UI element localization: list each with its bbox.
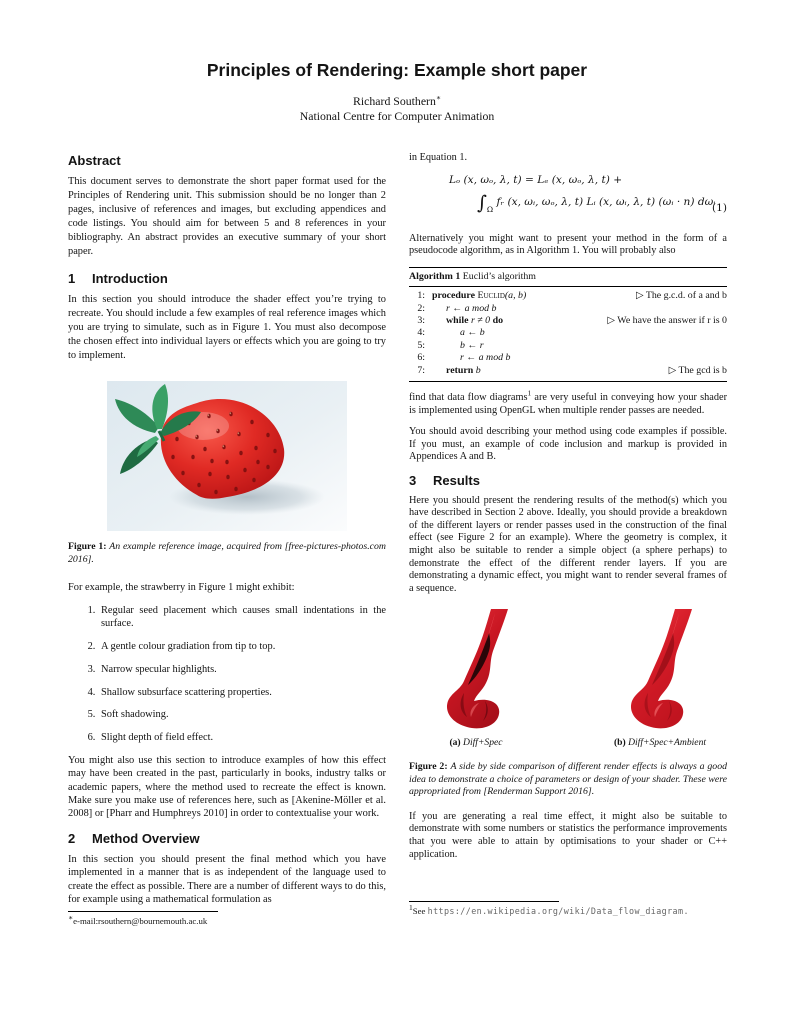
section-number: 3 (409, 473, 417, 488)
footnote-dataflow (409, 901, 727, 918)
abstract-heading-label: Abstract (68, 153, 121, 168)
figure-2-caption (409, 761, 727, 799)
results-paragraph: Here you should present the rendering results of the method(s) which you have described in Section 2 above. Ideally, you should provide a breakdown of the different layers or render passes used in the construction of the final effect (see Figure 2 for an example). Where the geometry is complex, it might also be suitable to render a simple object (a sphere perhaps) to demonstrate the effect of the different render layers. If you are demonstrating a dynamic effect, you might want to render several frames of a sequence. (409, 494, 727, 594)
introduction-paragraph: In this section you should introduce the shader effect you’re trying to recreate. You should include a few examples of real reference images which you are trying to simulate, such as in Figure 1. You must also decompose the chosen effect into individual layers or effects which you are going to try to implement. (68, 294, 386, 361)
right-column (409, 152, 727, 861)
footnote-email (68, 911, 386, 928)
list-item: 4. Shallow subsurface scattering properties. (98, 686, 386, 699)
subfigure-a (415, 609, 537, 750)
algorithm-line: 7: return b ▷ The gcd is b (417, 364, 727, 376)
realtime-paragraph: If you are generating a real time effect, it might also be suitable to demonstrate with some numbers or statistics the performance improvements that you were able to attain by optimisations to your shader or C++ application. (409, 810, 727, 860)
for-example-line: For example, the strawberry in Figure 1 might exhibit: (68, 582, 295, 594)
subfigure-b (599, 609, 721, 750)
past-examples-paragraph: You might also use this section to introduce examples of how this effect may have been created in the past, particularly in books, industry talks or academic papers, where the method used to recreate the effect is known. Make sure you make use of references here, such as [Akenine-Möller et al. 2008] or [Pharr and Humphreys 2010] in order to contextualise your work. (68, 755, 386, 819)
footnote-text: See (412, 906, 428, 916)
left-column (68, 152, 386, 906)
method-paragraph: In this section you should present the final method which you have implemented in a manner that is as independent of the language used to create the effect as possible. There are a number of different ways to do this, for example using a mathematical formulation as (68, 854, 386, 905)
algorithm-line: 2: r ← a mod b (417, 302, 497, 314)
figure-2-label: Figure 2: (409, 760, 448, 772)
wikipedia-url-link[interactable]: https://en.wikipedia.org/wiki/Data_flow_diagram. (427, 906, 689, 916)
equation-line-2 (477, 191, 716, 217)
affiliation: National Centre for Computer Animation (299, 109, 495, 123)
figure-1-caption-text: An example reference image, acquired from [free-pictures-photos.com 2016]. (68, 541, 387, 565)
section-title: Introduction (92, 271, 168, 286)
author-name: Richard Southern (353, 94, 436, 108)
section-number: 1 (68, 271, 76, 286)
list-item: 1. Regular seed placement which causes small indentations in the surface. (98, 604, 386, 630)
algorithm-line: 5: b ← r (417, 339, 484, 351)
algorithm-line: 1: procedure Euclid(a, b) ▷ The g.c.d. of a and b (417, 290, 727, 302)
subfigure-b-caption: (b) Diff+Spec+Ambient (613, 737, 707, 749)
section-title: Method Overview (92, 831, 200, 847)
integrand: fᵣ (x, ωᵢ, ωₒ, λ, t) Lᵢ (x, ωᵢ, λ, t) (ωᵢ · n) dωᵢ (493, 195, 716, 208)
footnote-rule (68, 911, 218, 912)
integral-sign: ∫ (477, 191, 487, 214)
avoid-code-paragraph: You should avoid describing your method using code examples if possible. If you must, an example of code inclusion and markup is provided in Appendices A and B. (409, 426, 727, 463)
footnote-ref-1: 1 (527, 388, 532, 398)
figure-1-caption (68, 541, 386, 566)
strawberry-photo (107, 381, 347, 531)
exhibit-list (68, 604, 386, 744)
list-item: 6. Slight depth of field effect. (98, 731, 386, 744)
email-link[interactable]: e-mail:rsouthern@bournemouth.ac.uk (73, 916, 208, 926)
section-number: 2 (68, 831, 76, 847)
equation-1 (409, 172, 727, 224)
section-heading-method (68, 832, 386, 846)
integral-domain: Ω (486, 204, 494, 214)
figure-2 (409, 609, 727, 798)
equation-lead-line: in Equation 1. (409, 152, 468, 163)
dataflow-paragraph: find that data flow diagrams$^1$ are very useful in conveying how your shader is implemented using OpenGL when multiple render passes are needed. (409, 388, 727, 416)
byline (0, 94, 794, 124)
figure-1-label: Figure 1: (68, 541, 107, 552)
footnote-mark: ∗ (68, 913, 74, 923)
cloth-render-a (415, 609, 537, 731)
equation-number: (1) (711, 201, 727, 214)
subfigure-a-caption: (a) Diff+Spec (449, 737, 503, 749)
list-item: 3. Narrow specular highlights. (98, 663, 386, 676)
figure-1 (68, 381, 386, 566)
algorithm-label: Algorithm 1 (409, 270, 461, 282)
algorithm-1 (409, 267, 727, 382)
paper-title: Principles of Rendering: Example short paper (206, 60, 588, 80)
section-title: Results (433, 473, 480, 488)
author-line (0, 94, 794, 109)
section-heading-results (409, 475, 727, 488)
footnote-rule (409, 901, 559, 902)
list-item: 5. Soft shadowing. (98, 708, 386, 721)
section-heading-introduction (68, 272, 386, 286)
algorithm-line: 4: a ← b (417, 327, 485, 339)
list-item: 2. A gentle colour gradiation from tip to top. (98, 640, 386, 653)
figure-2-images (409, 609, 727, 750)
author-footnote-mark: ∗ (435, 93, 441, 103)
alternative-paragraph: Alternatively you might want to present your method in the form of a pseudocode algorithm, as in Algorithm 1. You will probably also (409, 232, 727, 257)
equation-line-1: Lₒ (x, ωₒ, λ, t) = Lₑ (x, ωₒ, λ, t) + (449, 173, 623, 186)
abstract-heading (68, 154, 386, 168)
cloth-render-b (599, 609, 721, 731)
algorithm-title: Euclid’s algorithm (460, 270, 536, 282)
algorithm-body (409, 287, 727, 382)
algorithm-line: 3: while r ≠ 0 do ▷ We have the answer if r is 0 (417, 315, 727, 326)
algorithm-header (409, 267, 727, 287)
figure-2-caption-text: A side by side comparison of different render effects is always a good idea to demonstrate a choice of parameters or design of your shader. These were appropriated from [Renderman Support 2016]. (409, 760, 728, 798)
abstract-text: This document serves to demonstrate the short paper format used for the Principles of Rendering unit. This submission should be no longer than 2 pages, inclusive of references and images, but excluding appendices and code listings. You should aim for between 5 and 8 references in your bibliography. An abstract provides an executive summary of your short paper. (68, 176, 386, 257)
algorithm-line: 6: r ← a mod b (417, 352, 511, 364)
footnote-mark: 1 (409, 903, 413, 913)
